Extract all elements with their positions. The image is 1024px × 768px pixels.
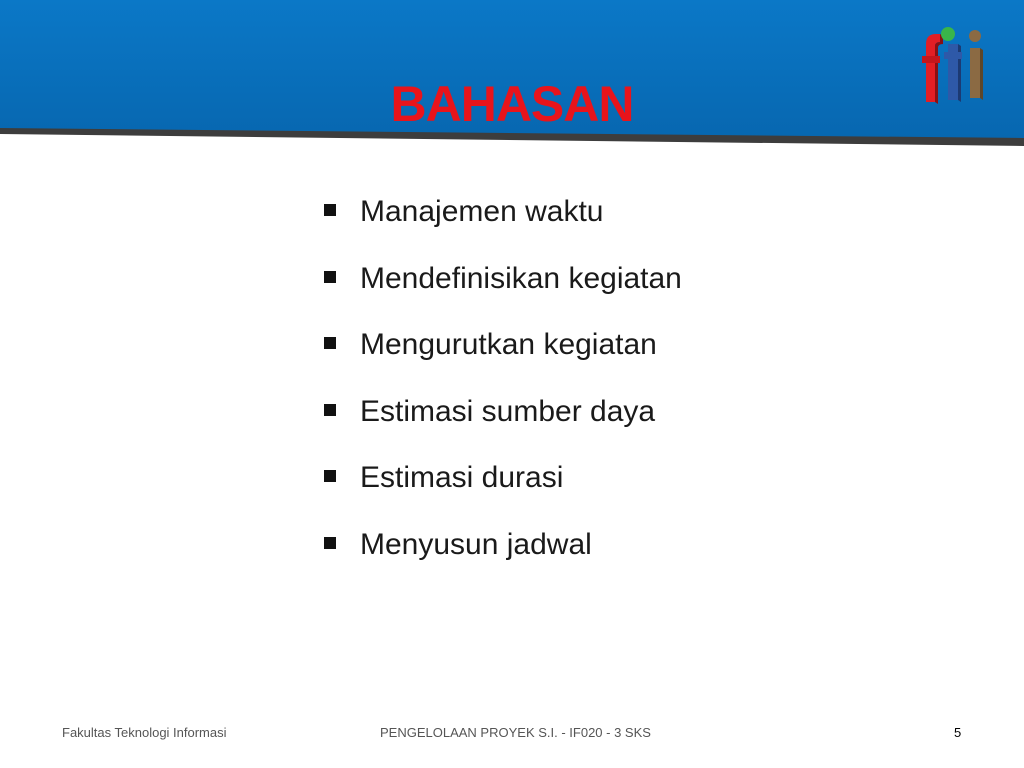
bullet-item — [322, 390, 682, 457]
square-bullet-icon — [324, 537, 336, 549]
bullet-item — [322, 257, 682, 324]
square-bullet-icon — [324, 470, 336, 482]
bullet-item — [322, 190, 682, 257]
square-bullet-icon — [324, 404, 336, 416]
bullet-text: Mendefinisikan kegiatan — [360, 261, 682, 295]
bullet-item — [322, 523, 682, 590]
bullet-text: Menyusun jadwal — [360, 527, 592, 561]
square-bullet-icon — [324, 337, 336, 349]
bullet-list — [322, 190, 682, 590]
bullet-item — [322, 456, 682, 523]
square-bullet-icon — [324, 204, 336, 216]
bullet-text: Manajemen waktu — [360, 195, 604, 228]
square-bullet-icon — [324, 271, 336, 283]
slide-title: BAHASAN — [390, 76, 634, 132]
fti-logo-icon — [918, 22, 1002, 106]
bullet-text: Mengurutkan kegiatan — [360, 328, 657, 362]
bullet-text: Estimasi durasi — [360, 461, 564, 495]
bullet-item — [322, 323, 682, 390]
footer-course: PENGELOLAAN PROYEK S.I. - IF020 - 3 SKS — [380, 725, 651, 740]
page-number: 5 — [954, 725, 962, 740]
bullet-text: Estimasi sumber daya — [360, 394, 656, 428]
footer-faculty: Fakultas Teknologi Informasi — [62, 725, 227, 740]
